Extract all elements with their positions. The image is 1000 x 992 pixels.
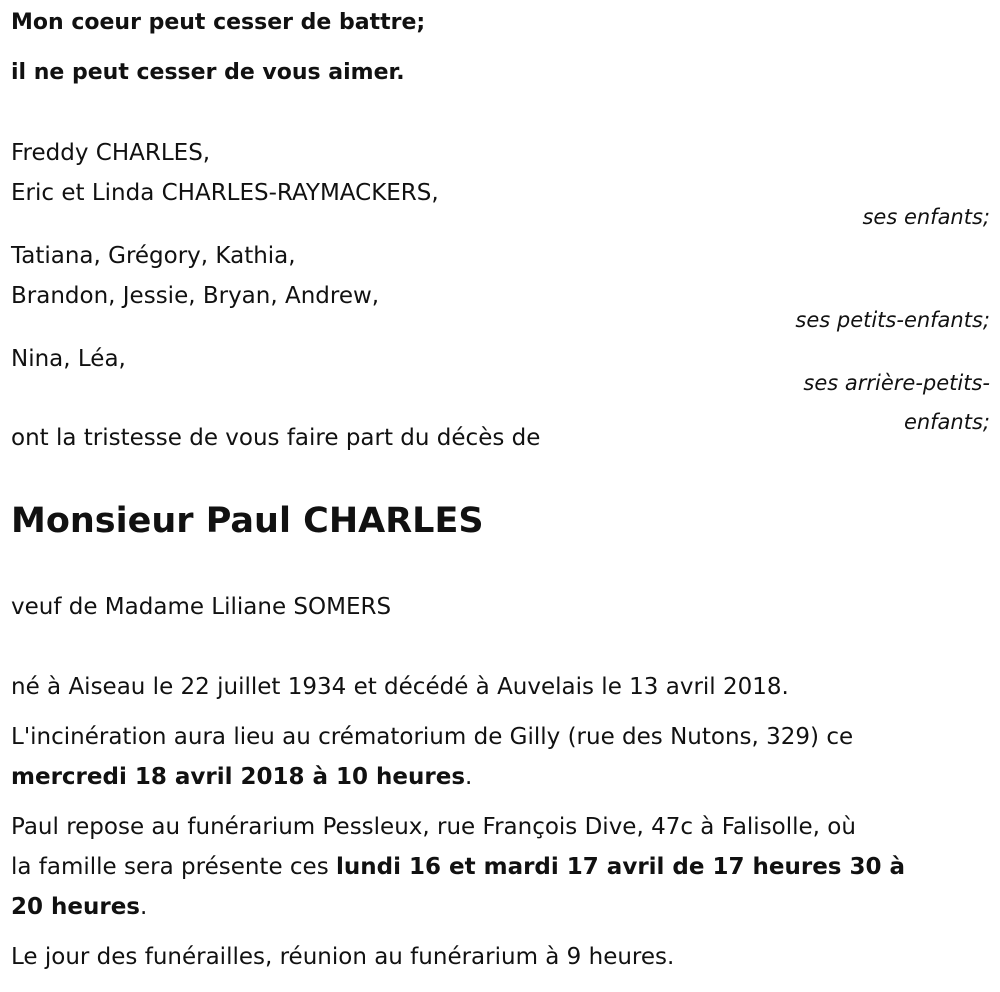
quote-line-2: il ne peut cesser de vous aimer. bbox=[11, 60, 405, 85]
funeral-day: Le jour des funérailles, réunion au funérarium à 9 heures. bbox=[11, 944, 675, 970]
cremation-text: L'incinération aura lieu au crématorium de Gilly (rue des Nutons, 329) ce bbox=[11, 724, 854, 750]
quote-line-1: Mon coeur peut cesser de battre; bbox=[11, 10, 426, 35]
great-grandchildren-relation-2: enfants; bbox=[903, 410, 990, 434]
announcement: ont la tristesse de vous faire part du décès de bbox=[11, 425, 541, 451]
cremation-datetime-line bbox=[11, 764, 472, 790]
deceased-name: Monsieur Paul CHARLES bbox=[11, 501, 484, 541]
visitation-line-1: Paul repose au funérarium Pessleux, rue François Dive, 47c à Falisolle, où bbox=[11, 814, 856, 840]
grandchildren-relation: ses petits-enfants; bbox=[795, 308, 990, 332]
cremation-datetime: mercredi 18 avril 2018 à 10 heures bbox=[11, 764, 466, 790]
birth-death: né à Aiseau le 22 juillet 1934 et décédé à Auvelais le 13 avril 2018. bbox=[11, 674, 789, 700]
visitation-dates: lundi 16 et mardi 17 avril de 17 heures 30 à bbox=[336, 854, 906, 880]
great-grandchildren-relation-1: ses arrière-petits- bbox=[803, 371, 990, 395]
great-grandchild-name: Nina, Léa, bbox=[11, 346, 126, 372]
child-name: Eric et Linda CHARLES-RAYMACKERS, bbox=[11, 180, 439, 206]
child-name: Freddy CHARLES, bbox=[11, 140, 211, 166]
visitation-end-time: 20 heures bbox=[11, 894, 140, 920]
widower-of: veuf de Madame Liliane SOMERS bbox=[11, 594, 392, 620]
visitation-line-3 bbox=[11, 894, 147, 920]
visitation-line-2 bbox=[11, 854, 905, 880]
visitation-text: la famille sera présente ces bbox=[11, 854, 336, 880]
cremation-end: . bbox=[465, 764, 473, 790]
children-relation: ses enfants; bbox=[862, 205, 990, 229]
grandchild-name: Brandon, Jessie, Bryan, Andrew, bbox=[11, 283, 380, 309]
visitation-end: . bbox=[140, 894, 148, 920]
grandchild-name: Tatiana, Grégory, Kathia, bbox=[11, 243, 296, 269]
